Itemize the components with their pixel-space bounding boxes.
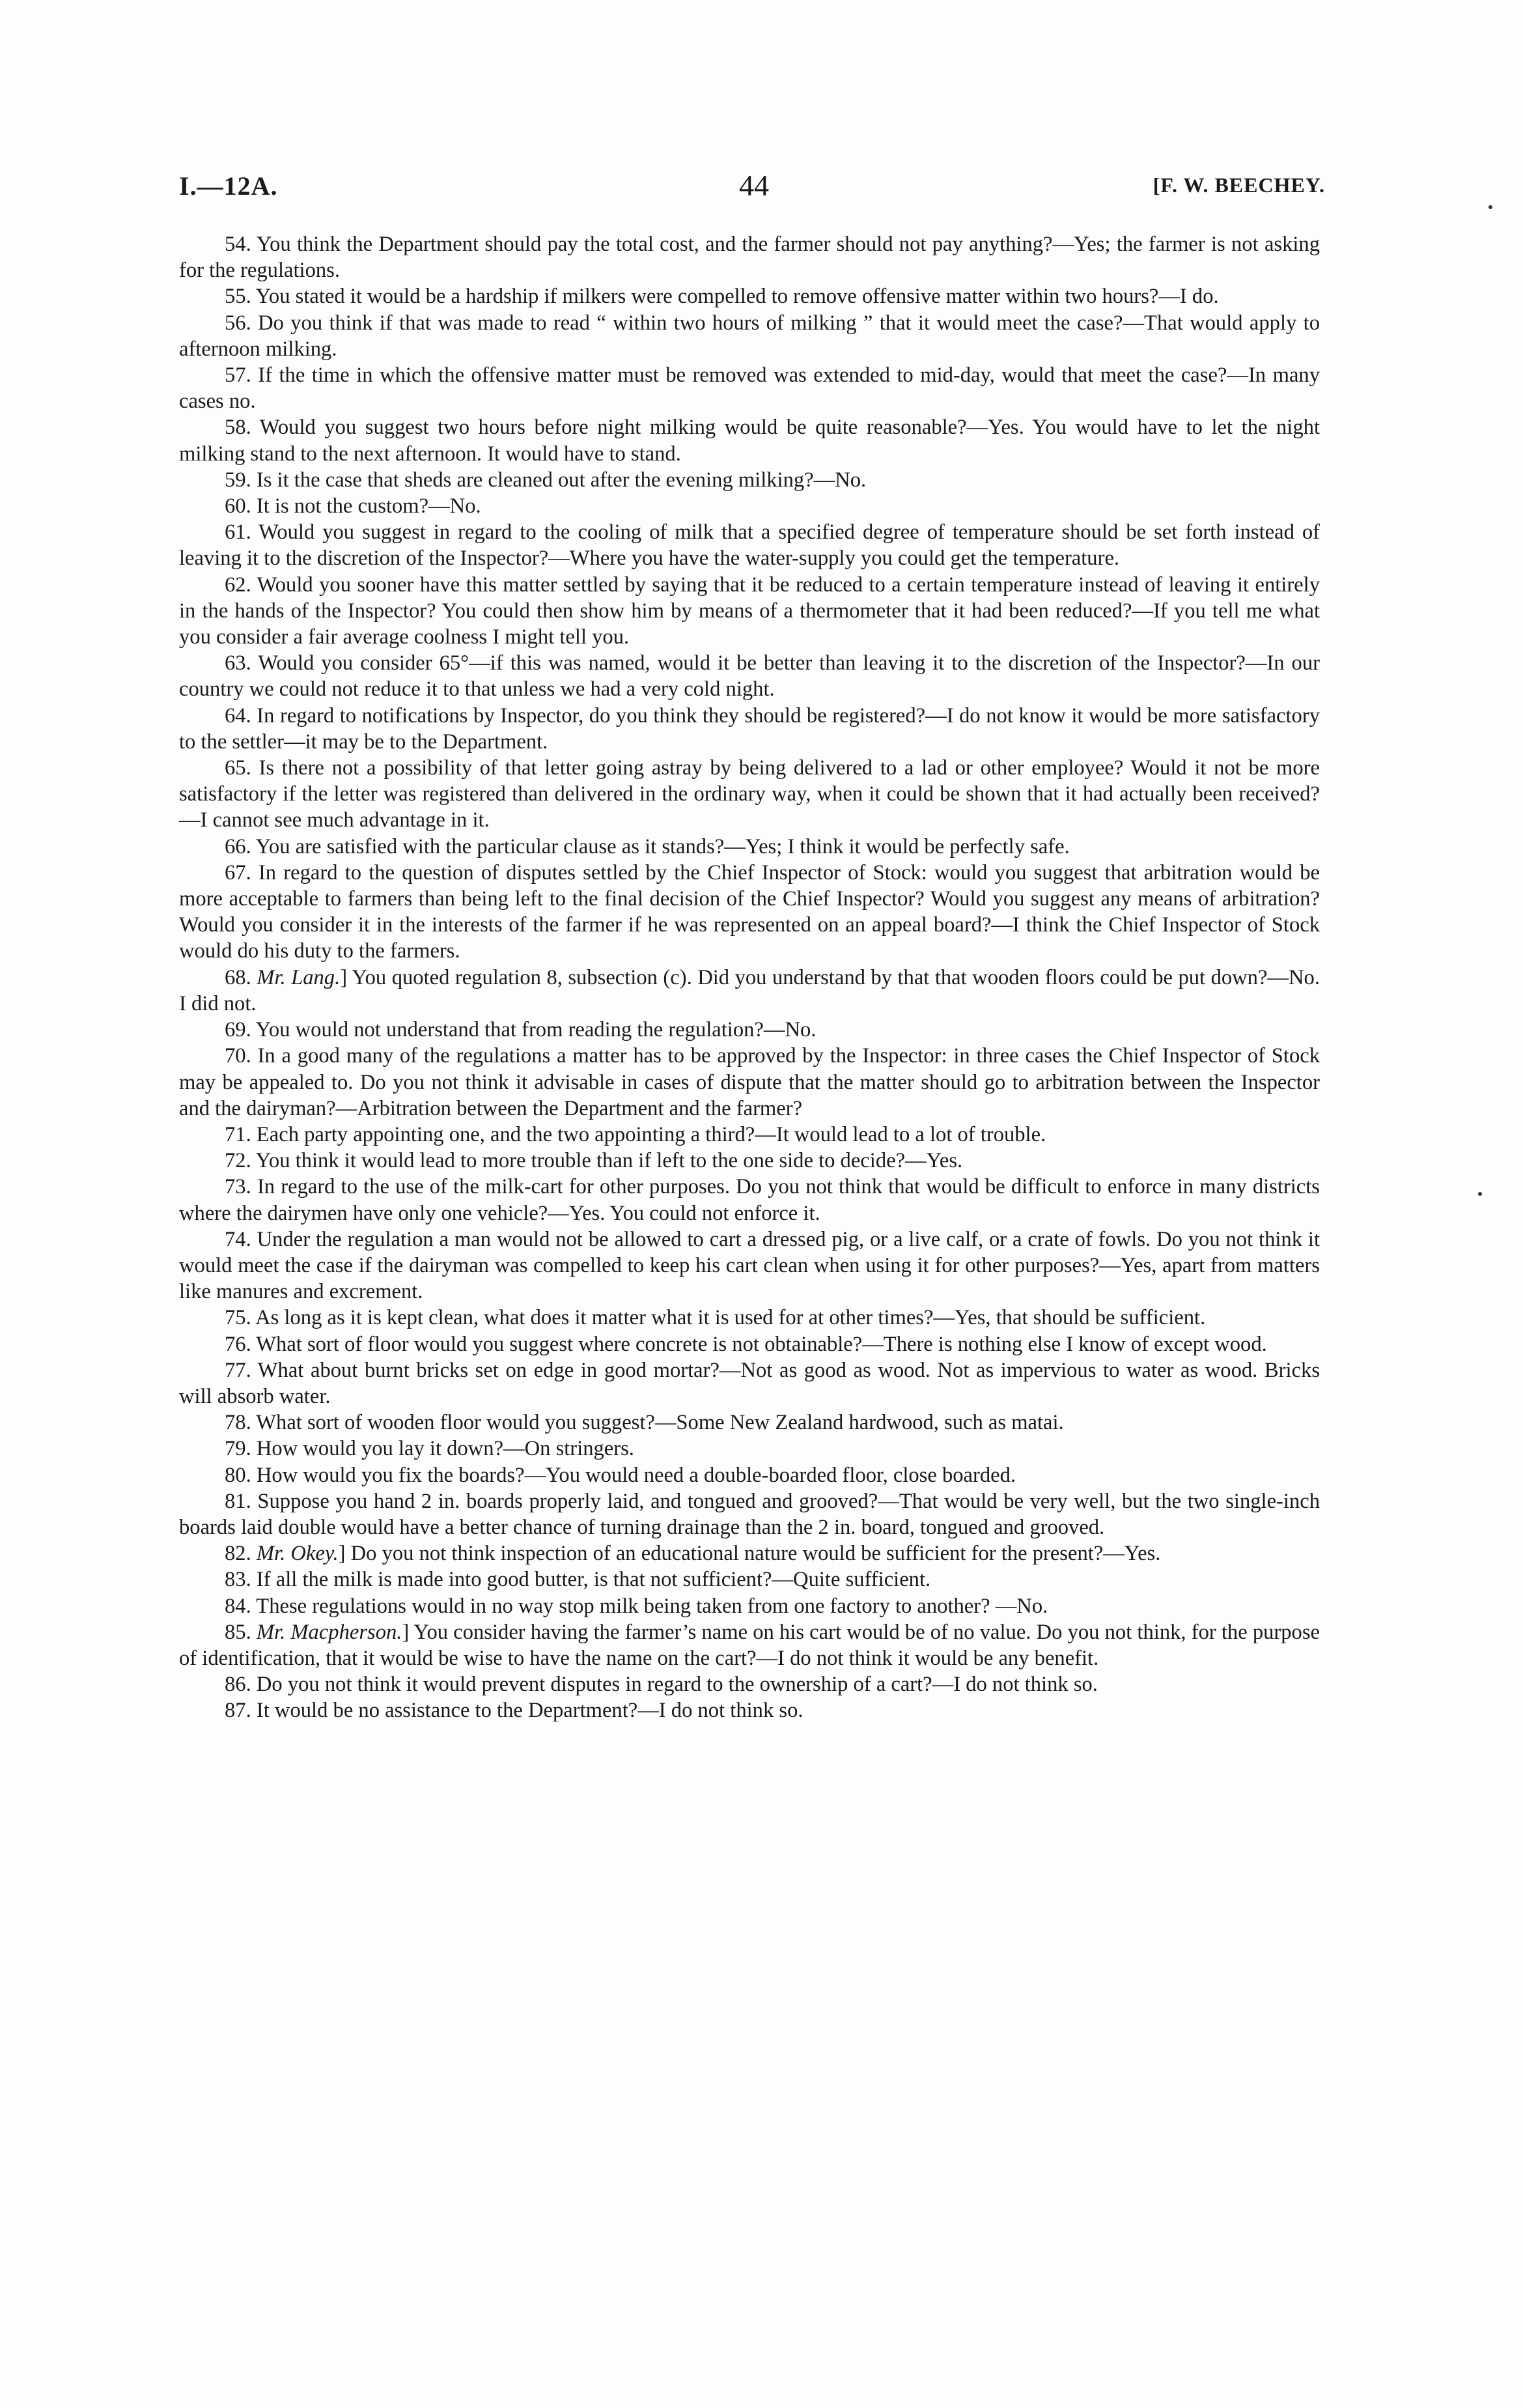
question-number: 58. bbox=[225, 416, 251, 440]
paragraph-text: If the time in which the offensive matter must be removed was extended to mid-day, would that meet the case?—In many cases no. bbox=[179, 363, 1320, 414]
paragraph-text: It would be no assistance to the Department?—I do not think so. bbox=[256, 1699, 803, 1723]
question-answer-paragraph bbox=[179, 1436, 1320, 1462]
question-answer-paragraph bbox=[179, 965, 1320, 1017]
question-answer-paragraph bbox=[179, 1540, 1320, 1566]
paragraph-text: These regulations would in no way stop milk being taken from one factory to another? —No. bbox=[256, 1594, 1048, 1618]
question-answer-paragraph bbox=[179, 1619, 1320, 1671]
paragraph-text: Is it the case that sheds are cleaned out after the evening milking?—No. bbox=[256, 468, 867, 492]
scan-speck bbox=[1478, 1192, 1482, 1196]
question-number: 82. bbox=[225, 1542, 251, 1566]
paragraph-text: You think the Department should pay the total cost, and the farmer should not pay anything?—Yes; the farmer is not asking for the regulations. bbox=[179, 233, 1320, 283]
scan-speck bbox=[1488, 205, 1492, 209]
paragraph-text: In regard to notifications by Inspector, do you think they should be registered?—I do not know it would be more satisfactory to the settler—it may be to the Department. bbox=[179, 703, 1320, 754]
paragraph-text: Would you suggest in regard to the cooling of milk that a specified degree of temperature should be set forth instead of leaving it to the discretion of the Inspector?—Where you have the water-supply you could get the temperature. bbox=[179, 520, 1320, 571]
question-number: 67. bbox=[225, 860, 251, 885]
question-number: 87. bbox=[225, 1699, 251, 1723]
question-number: 84. bbox=[225, 1594, 251, 1618]
question-answer-paragraph bbox=[179, 1174, 1320, 1226]
paragraph-text: You are satisfied with the particular clause as it stands?—Yes; I think it would be perfectly safe. bbox=[255, 834, 1070, 858]
question-number: 62. bbox=[225, 573, 251, 597]
question-answer-paragraph bbox=[179, 467, 1320, 493]
paragraph-text: As long as it is kept clean, what does it matter what it is used for at other times?—Yes, that should be sufficient. bbox=[255, 1306, 1206, 1330]
paragraph-text: Would you sooner have this matter settled by saying that it be reduced to a certain temperature instead of leaving it entirely in the hands of the Inspector? You could then show him by means of a thermometer that it had been reduced?—If you tell me what you consider a fair average coolness I might tell you. bbox=[179, 573, 1320, 649]
question-answer-paragraph bbox=[179, 1462, 1320, 1488]
question-answer-paragraph bbox=[179, 1122, 1320, 1148]
question-answer-paragraph bbox=[179, 231, 1320, 283]
question-number: 65. bbox=[225, 756, 251, 780]
question-number: 56. bbox=[225, 311, 251, 335]
question-number: 77. bbox=[225, 1358, 251, 1382]
paragraph-text: In a good many of the regulations a matter has to be approved by the Inspector: in three cases the Chief Inspector of Stock may be appealed to. Do you not think it advisable in cases of dispute that the matter should go to arbitration between the Inspector and the dairyman?—Arbitration between the Department and the farmer? bbox=[179, 1044, 1320, 1120]
question-answer-paragraph bbox=[179, 310, 1320, 362]
speaker-bracket: ] bbox=[402, 1620, 414, 1644]
speaker-name: Mr. Lang. bbox=[257, 965, 341, 989]
page-number: 44 bbox=[739, 169, 769, 202]
paragraph-text: If all the milk is made into good butter, is that not sufficient?—Quite sufficient. bbox=[256, 1568, 931, 1592]
question-answer-paragraph bbox=[179, 1566, 1320, 1593]
question-number: 68. bbox=[225, 965, 251, 989]
paragraph-text: Is there not a possibility of that letter going astray by being delivered to a lad or other employee? Would it not be more satisfactory if the letter was registered than delivered in the ordinary way, when it could be shown that it had actually been received?—I cannot see much advantage in it. bbox=[179, 756, 1320, 832]
question-number: 79. bbox=[225, 1437, 251, 1461]
question-number: 69. bbox=[225, 1018, 251, 1042]
paragraph-text: Do you not think inspection of an educational nature would be sufficient for the present?—Yes. bbox=[350, 1542, 1161, 1566]
question-answer-paragraph bbox=[179, 519, 1320, 571]
question-answer-paragraph bbox=[179, 1697, 1320, 1723]
question-number: 60. bbox=[225, 494, 251, 518]
question-number: 55. bbox=[225, 285, 251, 309]
question-answer-paragraph bbox=[179, 860, 1320, 965]
paragraph-text: You would not understand that from reading the regulation?—No. bbox=[255, 1018, 817, 1042]
question-number: 80. bbox=[225, 1463, 251, 1487]
speaker-name: Mr. Okey. bbox=[256, 1542, 339, 1566]
speaker-name: Mr. Macpherson. bbox=[256, 1620, 402, 1644]
paragraph-text: How would you fix the boards?—You would need a double-boarded floor, close boarded. bbox=[256, 1463, 1016, 1487]
question-number: 71. bbox=[225, 1122, 251, 1146]
question-number: 81. bbox=[225, 1489, 251, 1513]
page-header bbox=[179, 171, 1325, 210]
paragraph-text: Each party appointing one, and the two appointing a third?—It would lead to a lot of trouble. bbox=[256, 1122, 1046, 1146]
question-answer-paragraph bbox=[179, 703, 1320, 755]
question-number: 85. bbox=[225, 1620, 251, 1644]
question-answer-paragraph bbox=[179, 1226, 1320, 1305]
question-answer-paragraph bbox=[179, 1148, 1320, 1174]
transcript-body bbox=[179, 231, 1320, 1724]
question-answer-paragraph bbox=[179, 493, 1320, 519]
witness-name: [F. W. BEECHEY. bbox=[1153, 173, 1325, 197]
question-answer-paragraph bbox=[179, 1357, 1320, 1409]
question-number: 64. bbox=[225, 703, 251, 728]
paragraph-text: In regard to the question of disputes settled by the Chief Inspector of Stock: would you suggest that arbitration would be more acceptable to farmers than being left to the final decision of the Chief Inspector? Would you suggest any means of arbitration? Would you consider it in the interests of the farmer if he was represented on an appeal board?—I think the Chief Inspector of Stock would do his duty to the farmers. bbox=[179, 860, 1320, 963]
question-number: 57. bbox=[225, 363, 251, 388]
paragraph-text: You quoted regulation 8, subsection (c). Did you understand by that that wooden floors could be put down?—No. I did not. bbox=[179, 965, 1320, 1015]
paragraph-text: In regard to the use of the milk-cart for other purposes. Do you not think that would be difficult to enforce in many districts where the dairymen have only one vehicle?—Yes. You could not enforce it. bbox=[179, 1175, 1320, 1225]
question-answer-paragraph bbox=[179, 1409, 1320, 1436]
question-number: 61. bbox=[225, 520, 251, 545]
question-answer-paragraph bbox=[179, 572, 1320, 651]
question-answer-paragraph bbox=[179, 362, 1320, 414]
question-answer-paragraph bbox=[179, 1671, 1320, 1697]
question-number: 74. bbox=[225, 1227, 251, 1251]
paragraph-text: What about burnt bricks set on edge in good mortar?—Not as good as wood. Not as impervious to water as wood. Bricks will absorb water. bbox=[179, 1358, 1320, 1408]
question-number: 54. bbox=[225, 233, 251, 256]
question-answer-paragraph bbox=[179, 414, 1320, 466]
question-number: 59. bbox=[225, 468, 251, 492]
question-answer-paragraph bbox=[179, 1043, 1320, 1122]
question-number: 83. bbox=[225, 1568, 251, 1592]
paragraph-text: You stated it would be a hardship if milkers were compelled to remove offensive matter within two hours?—I do. bbox=[255, 285, 1219, 309]
paragraph-text: Would you consider 65°—if this was named, would it be better than leaving it to the discretion of the Inspector?—In our country we could not reduce it to that unless we had a very cold night. bbox=[179, 651, 1320, 701]
question-answer-paragraph bbox=[179, 1593, 1320, 1619]
paragraph-text: What sort of floor would you suggest where concrete is not obtainable?—There is nothing else I know of except wood. bbox=[256, 1332, 1267, 1356]
question-answer-paragraph bbox=[179, 1331, 1320, 1357]
paragraph-text: What sort of wooden floor would you suggest?—Some New Zealand hardwood, such as matai. bbox=[256, 1411, 1064, 1435]
question-number: 75. bbox=[225, 1306, 251, 1330]
question-answer-paragraph bbox=[179, 1305, 1320, 1331]
paragraph-text: You consider having the farmer’s name on his cart would be of no value. Do you not think, for the purpose of identification, that it would be wise to have the name on the cart?—I do not think it would be any benefit. bbox=[179, 1620, 1320, 1670]
question-answer-paragraph bbox=[179, 283, 1320, 309]
question-number: 70. bbox=[225, 1044, 251, 1068]
question-number: 72. bbox=[225, 1149, 251, 1173]
question-number: 86. bbox=[225, 1673, 251, 1697]
paragraph-text: Suppose you hand 2 in. boards properly laid, and tongued and grooved?—That would be very well, but the two single-inch boards laid double would have a better chance of turning drainage than the 2 in. board, tongued and grooved. bbox=[179, 1489, 1320, 1539]
question-number: 78. bbox=[225, 1411, 251, 1435]
paragraph-text: Would you suggest two hours before night milking would be quite reasonable?—Yes. You would have to let the night milking stand to the next afternoon. It would have to stand. bbox=[179, 416, 1320, 466]
question-number: 63. bbox=[225, 651, 251, 675]
paragraph-text: You think it would lead to more trouble than if left to the one side to decide?—Yes. bbox=[255, 1149, 963, 1173]
question-number: 66. bbox=[225, 834, 251, 858]
question-answer-paragraph bbox=[179, 1017, 1320, 1043]
paragraph-text: It is not the custom?—No. bbox=[256, 494, 481, 518]
question-answer-paragraph bbox=[179, 755, 1320, 834]
question-answer-paragraph bbox=[179, 650, 1320, 702]
question-number: 73. bbox=[225, 1175, 251, 1199]
paragraph-text: Do you not think it would prevent disputes in regard to the ownership of a cart?—I do not think so. bbox=[256, 1673, 1098, 1697]
paragraph-text: How would you lay it down?—On stringers. bbox=[256, 1437, 634, 1461]
speaker-bracket: ] bbox=[338, 1542, 351, 1566]
question-number: 76. bbox=[225, 1332, 251, 1356]
paragraph-text: Under the regulation a man would not be allowed to cart a dressed pig, or a live calf, or a crate of fowls. Do you not think it would meet the case if the dairyman was compelled to keep his cart clean when using it for other purposes?—Yes, apart from matters like manures and excrement. bbox=[179, 1227, 1320, 1304]
paper-reference: I.—12A. bbox=[179, 171, 278, 201]
paragraph-text: Do you think if that was made to read “ within two hours of milking ” that it would meet the case?—That would apply to afternoon milking. bbox=[179, 311, 1320, 361]
question-answer-paragraph bbox=[179, 1488, 1320, 1540]
speaker-bracket: ] bbox=[340, 965, 352, 989]
question-answer-paragraph bbox=[179, 834, 1320, 860]
